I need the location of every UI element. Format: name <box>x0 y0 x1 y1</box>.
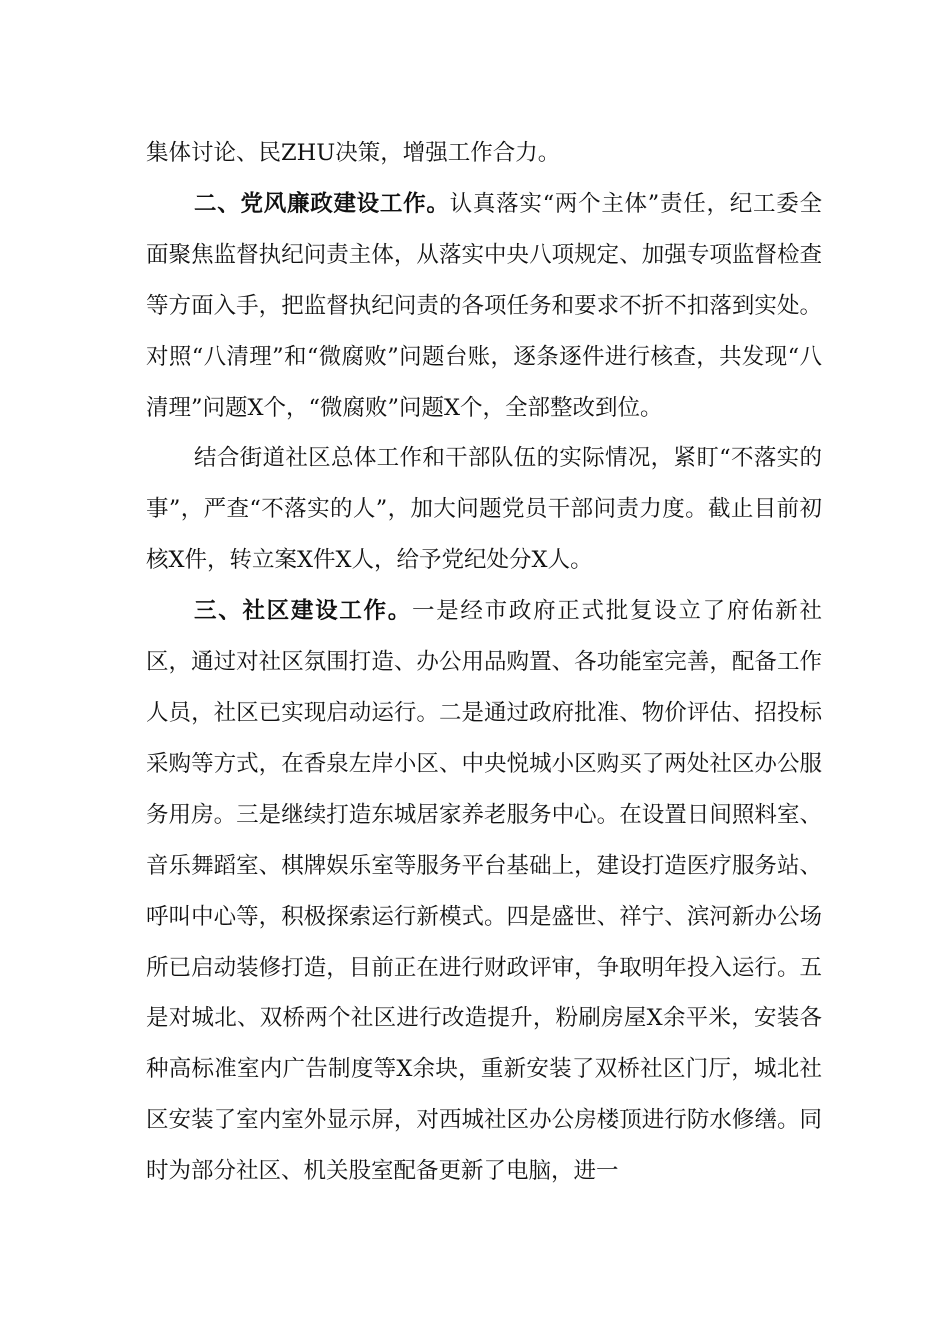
paragraph-continuation <box>146 128 822 179</box>
paragraph-text: 集体讨论、民ZHU决策，增强工作合力。 <box>146 140 561 166</box>
paragraph-party-conduct <box>146 179 822 434</box>
paragraph-text: 认真落实“两个主体”责任，纪工委全面聚焦监督执纪问责主体，从落实中央八项规定、加强专项监督检查等方面入手，把监督执纪问责的各项任务和要求不折不扣落到实处。对照“八清理”和“微腐败”问题台账，逐条逐件进行核查，共发现“八清理”问题X个，“微腐败”问题X个，全部整改到位。 <box>146 190 822 421</box>
paragraph-community-building <box>146 586 822 1197</box>
section-heading-community-building: 三、社区建设工作。 <box>194 598 412 625</box>
section-heading-party-conduct: 二、党风廉政建设工作。 <box>194 190 450 217</box>
document-body <box>146 128 822 1197</box>
paragraph-text: 一是经市政府正式批复设立了府佑新社区，通过对社区氛围打造、办公用品购置、各功能室完善，配备工作人员，社区已实现启动运行。二是通过政府批准、物价评估、招投标采购等方式，在香泉左岸小区、中央悦城小区购买了两处社区办公服务用房。三是继续打造东城居家养老服务中心。在设置日间照料室、音乐舞蹈室、棋牌娱乐室等服务平台基础上，建设打造医疗服务站、呼叫中心等，积极探索运行新模式。四是盛世、祥宁、滨河新办公场所已启动装修打造，目前正在进行财政评审，争取明年投入运行。五是对城北、双桥两个社区进行改造提升，粉刷房屋X余平米，安装各种高标准室内广告制度等X余块，重新安装了双桥社区门厅，城北社区安装了室内室外显示屏，对西城社区办公房楼顶进行防水修缮。同时为部分社区、机关股室配备更新了电脑，进一 <box>146 598 822 1185</box>
paragraph-text: 结合街道社区总体工作和干部队伍的实际情况，紧盯“不落实的事”，严查“不落实的人”，加大问题党员干部问责力度。截止目前初核X件，转立案X件X人，给予党纪处分X人。 <box>146 445 822 574</box>
paragraph-accountability <box>146 433 822 586</box>
